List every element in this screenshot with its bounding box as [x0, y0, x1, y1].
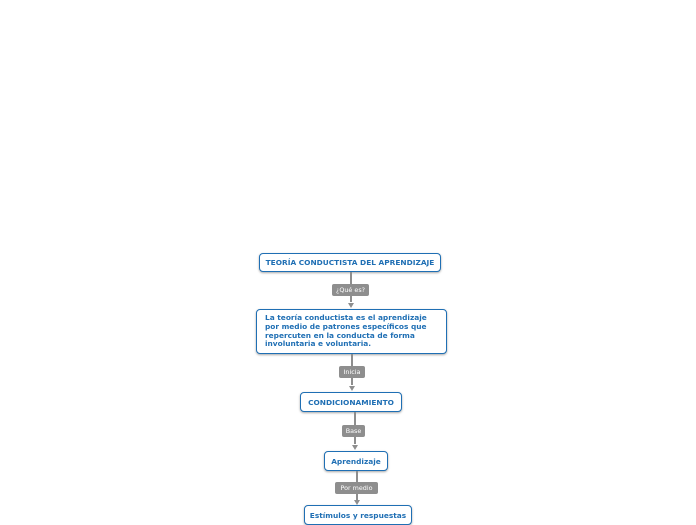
arrow-head-icon	[348, 303, 354, 308]
connector-label-que-es: ¿Qué es?	[332, 284, 369, 296]
arrow-head-icon	[352, 445, 358, 450]
node-condicionamiento[interactable]: CONDICIONAMIENTO	[300, 392, 402, 412]
connector-label-por-medio: Por medio	[335, 482, 378, 494]
arrow-head-icon	[349, 386, 355, 391]
node-estimulos-respuestas[interactable]: Estímulos y respuestas	[304, 505, 412, 525]
connector-label-inicia: Inicia	[339, 366, 365, 378]
node-definition[interactable]: La teoría conductista es el aprendizaje por medio de patrones específicos que repercuten en la conducta de forma involuntaria e voluntaria.	[256, 309, 447, 354]
connector-label-base: Base	[342, 425, 365, 437]
node-teoria-conductista[interactable]: TEORÍA CONDUCTISTA DEL APRENDIZAJE	[259, 253, 441, 272]
node-aprendizaje[interactable]: Aprendizaje	[324, 451, 388, 471]
